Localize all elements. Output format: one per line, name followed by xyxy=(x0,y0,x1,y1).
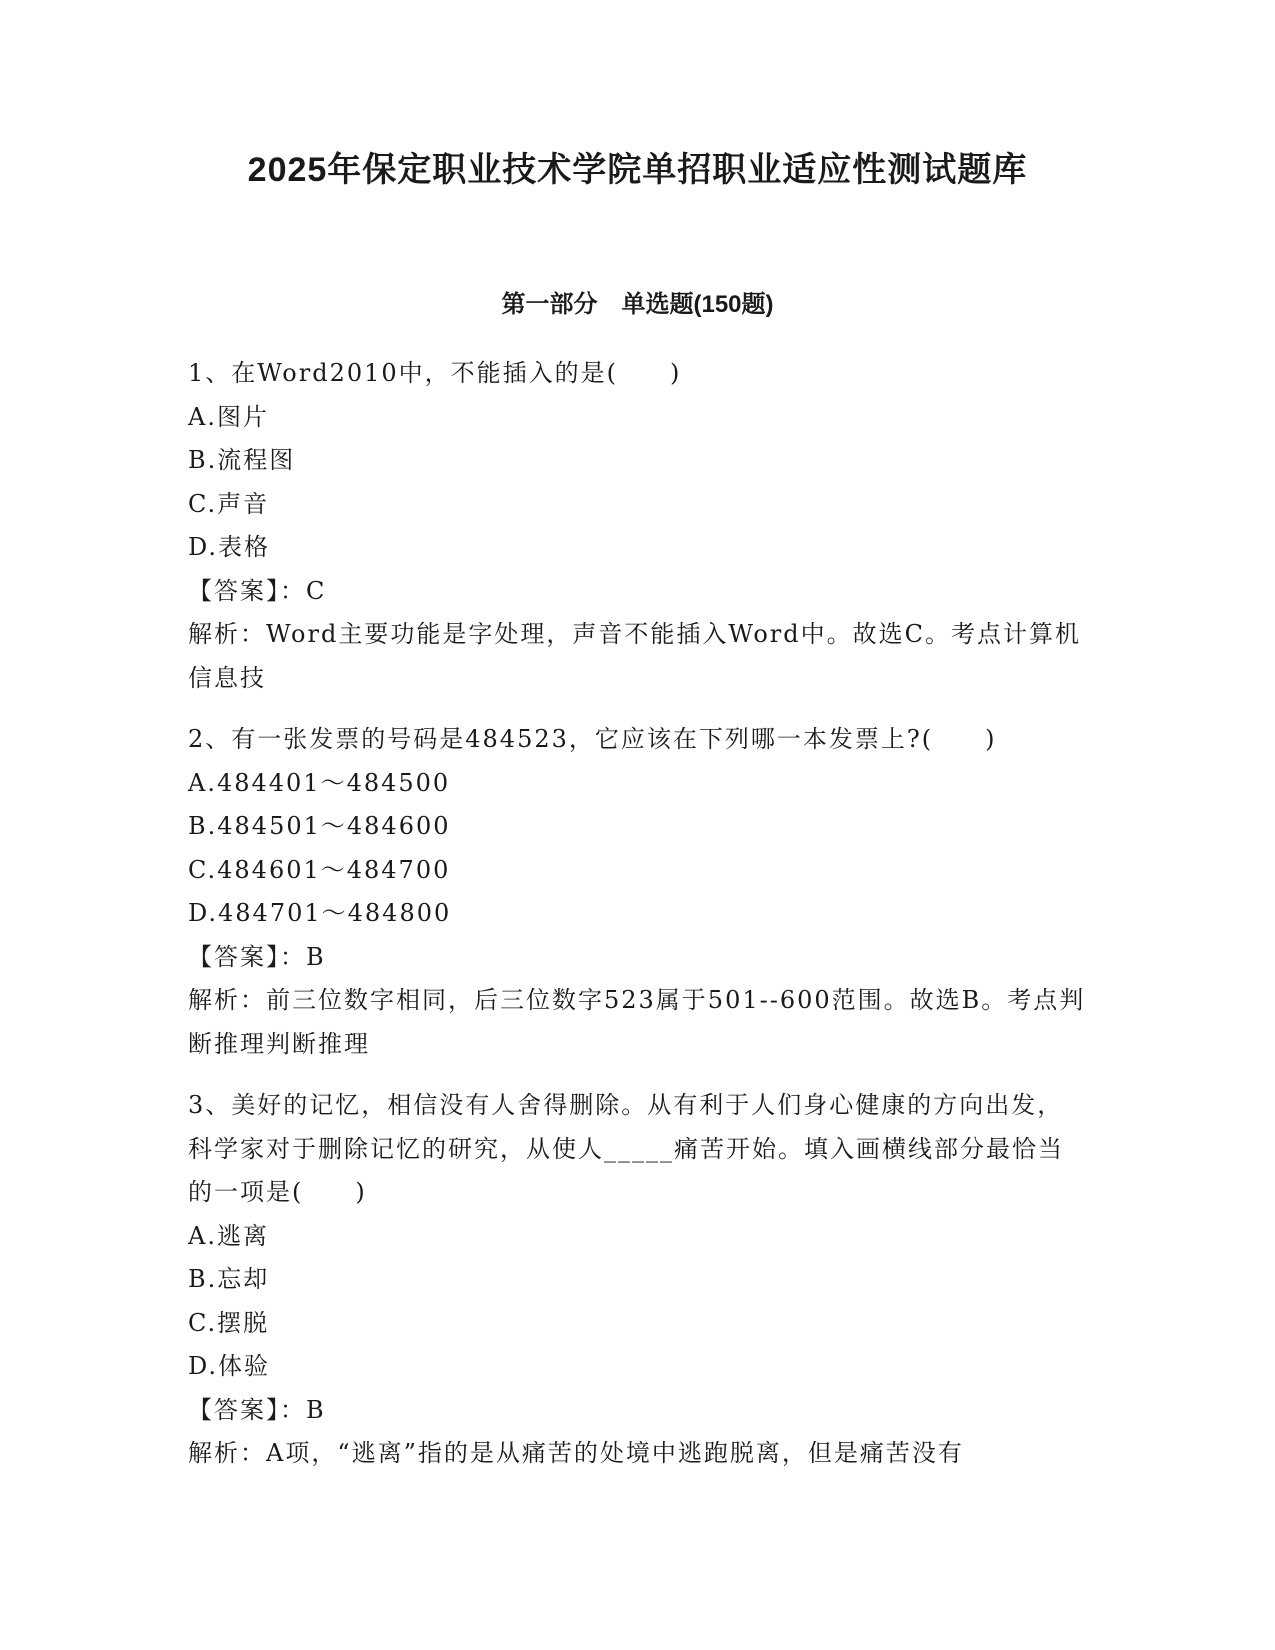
answer-label: 【答案】： xyxy=(188,1395,306,1424)
option-d: D.484701～484800 xyxy=(188,899,452,927)
option-d: D.体验 xyxy=(188,1352,271,1380)
question-stem: 3、美好的记忆，相信没有人舍得删除。从有利于人们身心健康的方向出发，科学家对于删除记忆的研究，从使人_____痛苦开始。填入画横线部分最恰当的一项是( ) xyxy=(188,1091,1064,1206)
option-b: B.忘却 xyxy=(188,1265,270,1293)
option-b: B.484501～484600 xyxy=(188,812,451,840)
question-stem: 1、在Word2010中，不能插入的是( ) xyxy=(188,359,682,387)
option-c: C.摆脱 xyxy=(188,1308,270,1337)
analysis-text: 解析：Word主要功能是字处理，声音不能插入Word中。故选C。考点计算机信息技 xyxy=(188,620,1082,692)
option-d: D.表格 xyxy=(188,533,271,561)
document-title: 2025年保定职业技术学院单招职业适应性测试题库 xyxy=(247,151,1028,189)
analysis-text: 解析：A项，“逃离”指的是从痛苦的处境中逃跑脱离，但是痛苦没有 xyxy=(188,1439,964,1467)
answer-value: B xyxy=(306,1395,326,1424)
option-b: B.流程图 xyxy=(188,446,296,474)
option-a: A.图片 xyxy=(188,402,269,431)
answer-line xyxy=(188,570,1088,614)
question-list xyxy=(188,352,1088,1494)
answer-line xyxy=(188,936,1088,980)
answer-label: 【答案】： xyxy=(188,942,306,971)
question-3 xyxy=(188,1084,1088,1476)
option-c: C.484601～484700 xyxy=(188,855,451,884)
option-c: C.声音 xyxy=(188,489,270,518)
option-a: A.逃离 xyxy=(188,1221,269,1250)
question-stem: 2、有一张发票的号码是484523，它应该在下列哪一本发票上?( ) xyxy=(188,725,997,753)
answer-label: 【答案】： xyxy=(188,576,306,605)
question-1 xyxy=(188,352,1088,700)
answer-line xyxy=(188,1389,1088,1433)
option-a: A.484401～484500 xyxy=(188,768,451,797)
question-2 xyxy=(188,718,1088,1066)
analysis-text: 解析：前三位数字相同，后三位数字523属于501--600范围。故选B。考点判断推理判断推理 xyxy=(188,986,1086,1058)
answer-value: B xyxy=(306,942,326,971)
answer-value: C xyxy=(306,576,327,605)
section-heading: 第一部分 单选题(150题) xyxy=(501,291,774,318)
